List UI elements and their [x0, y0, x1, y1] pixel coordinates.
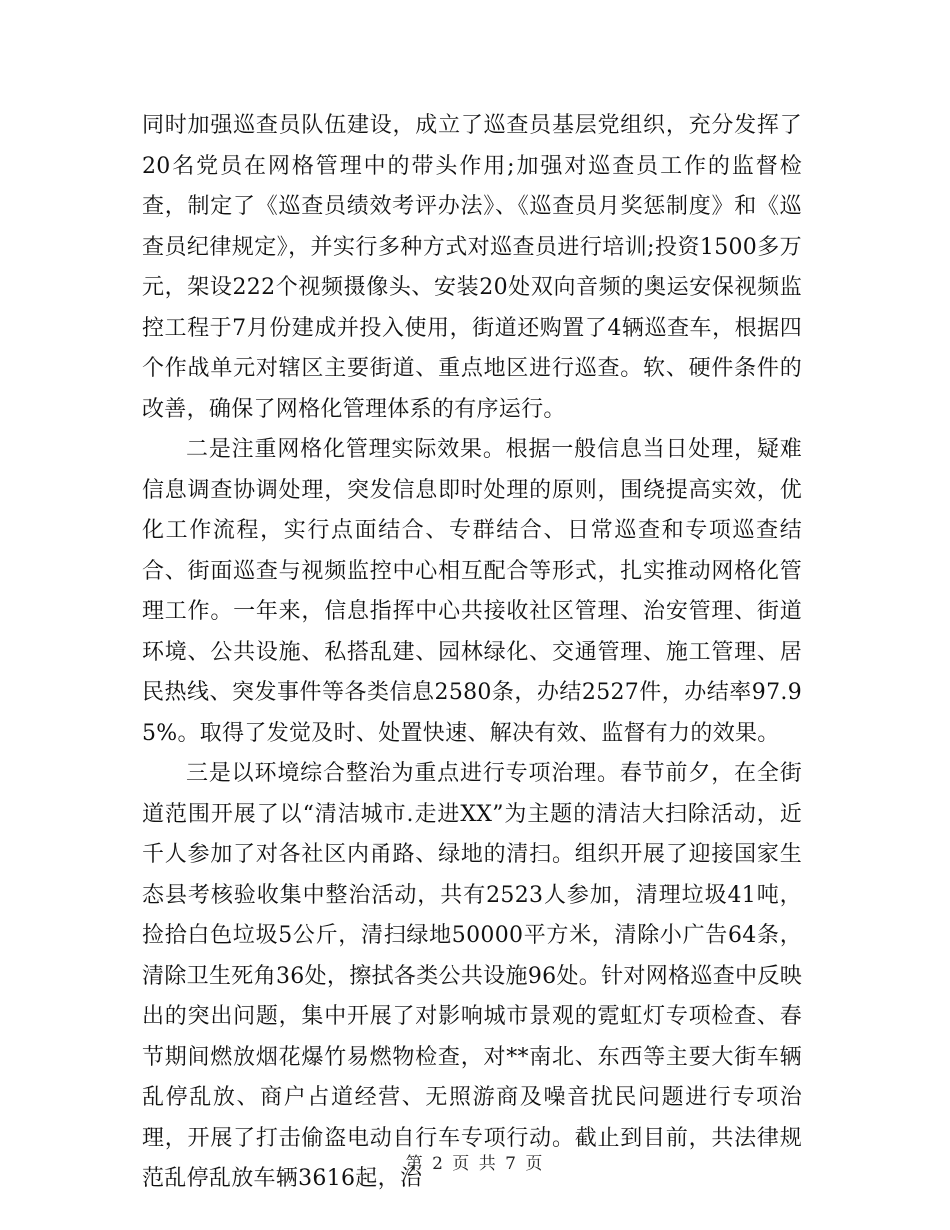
- paragraph-environment-governance: 三是以环境综合整治为重点进行专项治理。春节前夕，在全街道范围开展了以“清洁城市.走进XX”为主题的清洁大扫除活动，近千人参加了对各社区内甬路、绿地的清扫。组织开展了迎接国家生态县考核验收集中整治活动，共有2523人参加，清理垃圾41吨，捡拾白色垃圾5公斤，清扫绿地50000平方米，清除小广告64条，清除卫生死角36处，擦拭各类公共设施96处。针对网格巡查中反映出的突出问题，集中开展了对影响城市景观的霓虹灯专项检查、春节期间燃放烟花爆竹易燃物检查，对**南北、东西等主要大街车辆乱停乱放、商户占道经营、无照游商及噪音扰民问题进行专项治理，开展了打击偷盗电动自行车专项行动。截止到目前，共法律规范乱停乱放车辆3616起，治: [142, 761, 802, 1191]
- paragraph-continuation: 同时加强巡查员队伍建设，成立了巡查员基层党组织，充分发挥了20名党员在网格管理中的带头作用;加强对巡查员工作的监督检查，制定了《巡查员绩效考评办法》、《巡查员月奖惩制度》和《巡查员纪律规定》，并实行多种方式对巡查员进行培训;投资1500多万元，架设222个视频摄像头、安装20处双向音频的奥运安保视频监控工程于7月份建成并投入使用，街道还购置了4辆巡查车，根据四个作战单元对辖区主要街道、重点地区进行巡查。软、硬件条件的改善，确保了网格化管理体系的有序运行。: [142, 113, 802, 422]
- page-number-footer: 第 2 页 共 7 页: [405, 1154, 545, 1174]
- paragraph-grid-management-effect: 二是注重网格化管理实际效果。根据一般信息当日处理，疑难信息调查协调处理，突发信息即时处理的原则，围绕提高实效，优化工作流程，实行点面结合、专群结合、日常巡查和专项巡查结合、街面巡查与视频监控中心相互配合等形式，扎实推动网格化管理工作。一年来，信息指挥中心共接收社区管理、治安管理、街道环境、公共设施、私搭乱建、园林绿化、交通管理、施工管理、居民热线、突发事件等各类信息2580条，办结2527件，办结率97.95%。取得了发觉及时、处置快速、解决有效、监督有力的效果。: [142, 437, 802, 746]
- document-body: [142, 106, 802, 1200]
